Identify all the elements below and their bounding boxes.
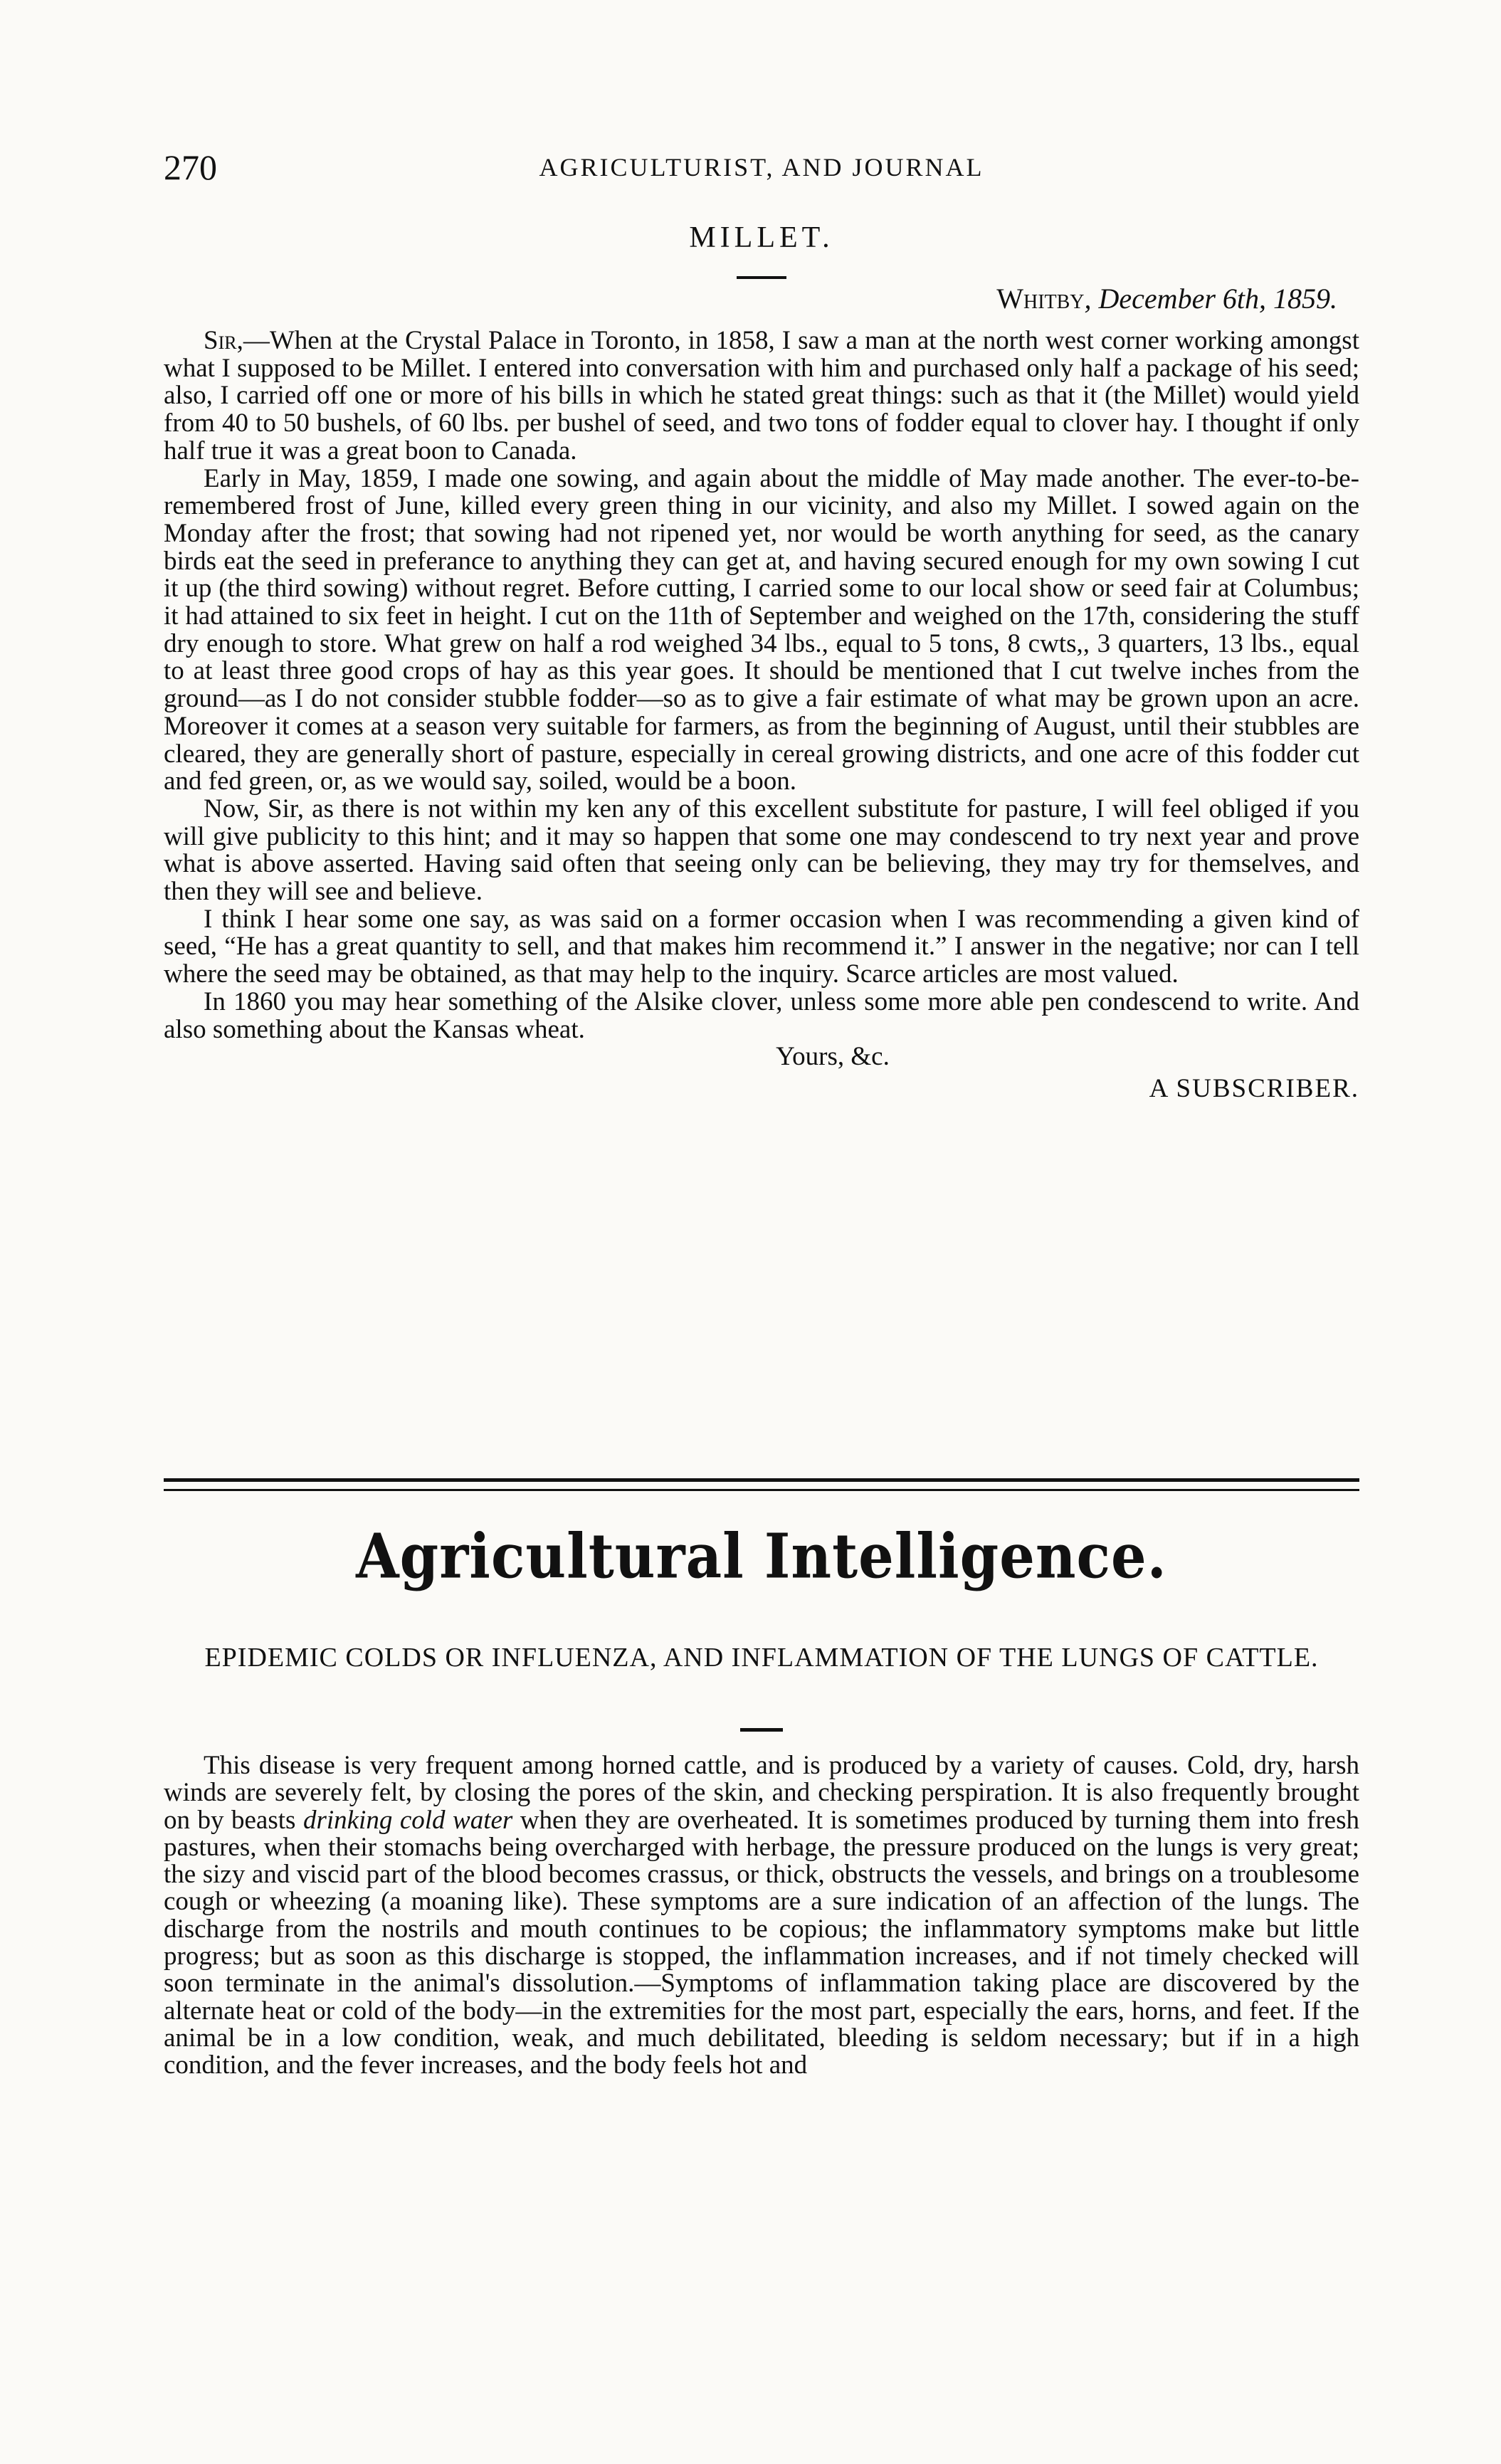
letter-paragraph: I think I hear some one say, as was said on a former occasion when I was recommending a given kind of seed, “He has a great quantity to sell, and that makes him recommend it.” I answer in the negative; nor can I tell where the seed may be obtained, as that may help to the inquiry. Scarce articles are most valued. — [164, 904, 1359, 989]
letter-title: MILLET. — [689, 221, 834, 254]
title-rule — [737, 276, 786, 279]
dateline — [996, 282, 1337, 315]
headline-rule — [740, 1728, 783, 1732]
dateline-date: , December 6th, 1859. — [1084, 283, 1337, 315]
letter-paragraph: Now, Sir, as there is not within my ken any of this excellent substitute for pasture, I will feel obliged if you will give publicity to this hint; and it may so happen that some one may condescend to try next year and prove what is above asserted. Having said often that seeing only can be believing, they may try for themselves, and then they will see and believe. — [164, 794, 1359, 907]
article-text: when they are overheated. It is sometimes produced by turning them into fresh pastures, when their stomachs being overcharged with herbage, the pressure produced on the lungs is very great; the sizy and viscid part of the blood becomes crassus, or thick, obstructs the vessels, and brings on a troublesome cough or wheezing (a moaning like). These symptoms are a sure indication of an affection of the lungs. The discharge from the nostrils and mouth continues to be copious; the inflammatory symptoms make but little progress; but as soon as this discharge is stopped, the inflammation increases, and if not timely checked will soon terminate in the animal's dissolution.—Symptoms of inflammation taking place are discovered by the alternate heat or cold of the body—in the extremities for the most part, especially the ears, horns, and feet. If the animal be in a low condition, weak, and much debilitated, bleeding is seldom necessary; but if in a high condition, and the fever increases, and the body feels hot and — [164, 1805, 1359, 2080]
page-number: 270 — [164, 147, 217, 187]
letter-closing: Yours, &c. — [776, 1042, 890, 1072]
journal-title: AGRICULTURIST, AND JOURNAL — [539, 153, 984, 181]
letter-paragraph-text: —When at the Crystal Palace in Toronto, in 1858, I saw a man at the north west corner working amongst what I supposed to be Millet. I entered into conversation with him and purchased only half a package of his seed; also, I carried off one or more of his bills in which he stated great things: such as that it (the Millet) would yield from 40 to 50 bushels, of 60 lbs. per bushel of seed, and two tons of fodder equal to clover hay. I thought if only half true it was a great boon to Canada. — [164, 326, 1359, 465]
article-emphasis: drinking cold water — [302, 1805, 513, 1835]
letter-body — [164, 327, 1359, 1103]
dateline-place: Whitby — [996, 283, 1085, 315]
letter-paragraph — [164, 327, 1359, 465]
article-headline: EPIDEMIC COLDS OR INFLUENZA, AND INFLAMMATION OF THE LUNGS OF CATTLE. — [204, 1643, 1319, 1673]
article-paragraph — [164, 1752, 1359, 2080]
running-head — [164, 147, 1359, 189]
section-heading: Agricultural Intelligence. — [356, 1521, 1167, 1593]
letter-salutation: Sir, — [204, 326, 243, 355]
article-text: This disease is very frequent among horned cattle, and is produced by a variety of causes. Cold, dry, harsh winds are severely felt, by closing the pores of the skin, and checking perspiration. It is also frequently brought on by beasts — [164, 1751, 1359, 1835]
section-divider — [164, 1478, 1359, 1491]
letter-paragraph: In 1860 you may hear something of the Alsike clover, unless some more able pen condescend to write. And also something about the Kansas wheat. — [164, 986, 1359, 1044]
letter-signature: A SUBSCRIBER. — [1149, 1073, 1359, 1103]
article-body — [164, 1752, 1359, 2080]
letter-paragraph: Early in May, 1859, I made one sowing, and again about the middle of May made another. The ever-to-be-remembered frost of June, killed every green thing in our vicinity, and also my Millet. I sowed again on the Monday after the frost; that sowing had not ripened yet, nor would be worth anything for seed, as the canary birds eat the seed in preferance to anything they can get at, and having secured enough for my own sowing I cut it up (the third sowing) without regret. Before cutting, I carried some to our local show or seed fair at Columbus; it had attained to six feet in height. I cut on the 11th of September and weighed on the 17th, considering the stuff dry enough to store. What grew on half a rod weighed 34 lbs., equal to 5 tons, 8 cwts,, 3 quarters, 13 lbs., equal to at least three good crops of hay as this year goes. It should be mentioned that I cut twelve inches from the ground—as I do not consider stubble fodder—so as to give a fair estimate of what may be grown upon an acre. Moreover it comes at a season very suitable for farmers, as from the beginning of August, until their stubbles are cleared, they are generally short of pasture, especially in cereal growing districts, and one acre of this fodder cut and fed green, or, as we would say, soiled, would be a boon. — [164, 463, 1359, 796]
